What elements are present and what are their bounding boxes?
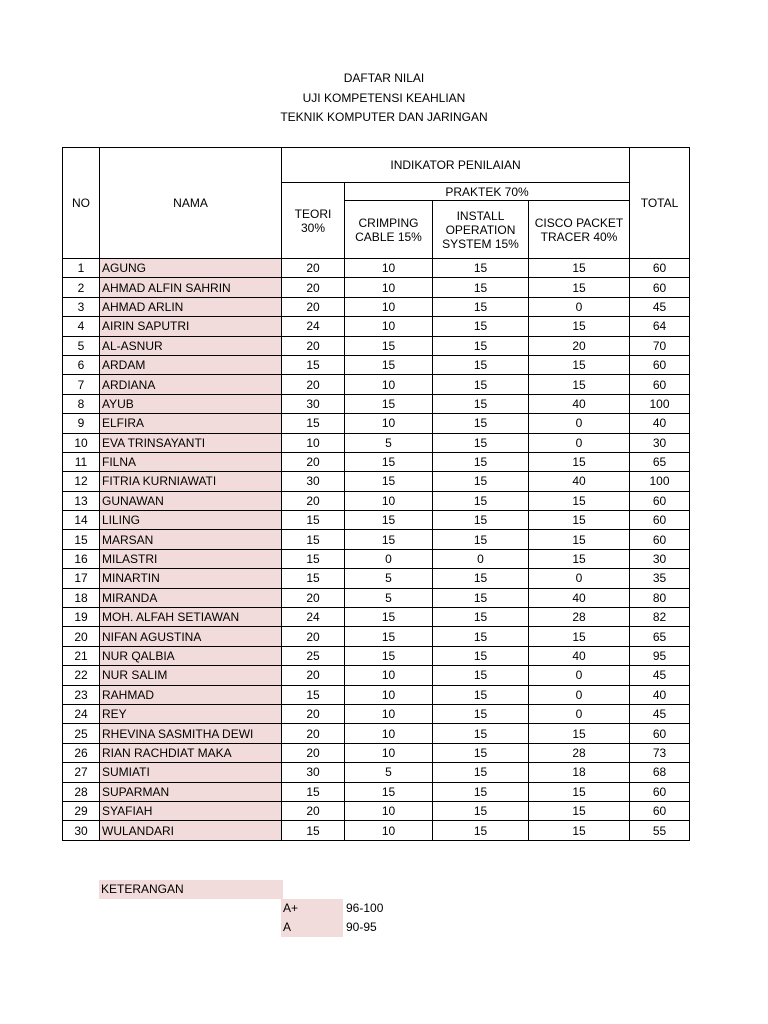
cell-cisco: 15: [529, 627, 630, 646]
cell-no: 17: [63, 569, 100, 588]
cell-cisco: 15: [529, 278, 630, 297]
table-row: [63, 375, 690, 394]
cell-crimping: 10: [345, 821, 433, 840]
table-row: [63, 763, 690, 782]
cell-install: 15: [433, 297, 529, 316]
cell-no: 20: [63, 627, 100, 646]
cell-cisco: 15: [529, 821, 630, 840]
cell-no: 6: [63, 355, 100, 374]
cell-install: 15: [433, 588, 529, 607]
cell-cisco: 0: [529, 414, 630, 433]
cell-crimping: 10: [345, 666, 433, 685]
cell-nama: NUR QALBIA: [100, 646, 282, 665]
cell-nama: GUNAWAN: [100, 491, 282, 510]
cell-nama: FITRIA KURNIAWATI: [100, 472, 282, 491]
cell-no: 5: [63, 336, 100, 355]
cell-crimping: 5: [345, 433, 433, 452]
cell-no: 10: [63, 433, 100, 452]
cell-install: 15: [433, 355, 529, 374]
cell-crimping: 15: [345, 472, 433, 491]
table-row: [63, 782, 690, 801]
table-row: [63, 666, 690, 685]
cell-total: 60: [630, 511, 690, 530]
table-row: [63, 608, 690, 627]
cell-no: 4: [63, 317, 100, 336]
cell-nama: AL-ASNUR: [100, 336, 282, 355]
cell-cisco: 20: [529, 336, 630, 355]
cell-no: 1: [63, 259, 100, 278]
table-header: [63, 148, 690, 259]
cell-crimping: 15: [345, 646, 433, 665]
cell-nama: AYUB: [100, 394, 282, 413]
cell-crimping: 10: [345, 491, 433, 510]
header-install: INSTALL OPERATION SYSTEM 15%: [433, 201, 529, 259]
cell-install: 15: [433, 336, 529, 355]
cell-teori: 20: [282, 259, 345, 278]
cell-teori: 15: [282, 782, 345, 801]
table-row: [63, 278, 690, 297]
cell-crimping: 10: [345, 801, 433, 820]
cell-nama: AHMAD ARLIN: [100, 297, 282, 316]
cell-cisco: 0: [529, 685, 630, 704]
cell-total: 64: [630, 317, 690, 336]
table-row: [63, 685, 690, 704]
cell-cisco: 15: [529, 530, 630, 549]
cell-install: 15: [433, 452, 529, 471]
cell-teori: 15: [282, 685, 345, 704]
cell-install: 15: [433, 433, 529, 452]
cell-no: 14: [63, 511, 100, 530]
cell-cisco: 0: [529, 569, 630, 588]
cell-total: 45: [630, 297, 690, 316]
cell-teori: 20: [282, 336, 345, 355]
cell-total: 60: [630, 375, 690, 394]
cell-teori: 20: [282, 491, 345, 510]
cell-crimping: 10: [345, 724, 433, 743]
table-row: [63, 355, 690, 374]
cell-no: 23: [63, 685, 100, 704]
cell-total: 55: [630, 821, 690, 840]
table-row: [63, 724, 690, 743]
legend-grade-2: A: [281, 918, 343, 937]
cell-no: 11: [63, 452, 100, 471]
title-line-1: DAFTAR NILAI: [343, 71, 425, 85]
cell-cisco: 15: [529, 511, 630, 530]
cell-crimping: 10: [345, 278, 433, 297]
cell-crimping: 5: [345, 569, 433, 588]
cell-no: 9: [63, 414, 100, 433]
cell-nama: MINARTIN: [100, 569, 282, 588]
cell-no: 22: [63, 666, 100, 685]
cell-teori: 24: [282, 317, 345, 336]
cell-crimping: 15: [345, 336, 433, 355]
table-row: [63, 821, 690, 840]
table-row: [63, 549, 690, 568]
header-cisco: CISCO PACKET TRACER 40%: [529, 201, 630, 259]
legend-grade-1: A+: [281, 899, 343, 918]
cell-total: 40: [630, 414, 690, 433]
cell-cisco: 15: [529, 375, 630, 394]
cell-cisco: 0: [529, 666, 630, 685]
cell-total: 68: [630, 763, 690, 782]
cell-nama: AGUNG: [100, 259, 282, 278]
cell-nama: SYAFIAH: [100, 801, 282, 820]
table-row: [63, 530, 690, 549]
cell-teori: 15: [282, 355, 345, 374]
cell-crimping: 15: [345, 355, 433, 374]
cell-no: 29: [63, 801, 100, 820]
cell-total: 100: [630, 394, 690, 413]
cell-nama: AIRIN SAPUTRI: [100, 317, 282, 336]
keterangan-label: KETERANGAN: [99, 880, 283, 899]
cell-nama: RIAN RACHDIAT MAKA: [100, 743, 282, 762]
cell-crimping: 15: [345, 782, 433, 801]
cell-install: 15: [433, 608, 529, 627]
cell-total: 60: [630, 801, 690, 820]
cell-teori: 30: [282, 763, 345, 782]
cell-total: 30: [630, 433, 690, 452]
cell-total: 60: [630, 355, 690, 374]
table-row: [63, 336, 690, 355]
cell-install: 15: [433, 278, 529, 297]
cell-cisco: 18: [529, 763, 630, 782]
cell-teori: 15: [282, 530, 345, 549]
cell-nama: NUR SALIM: [100, 666, 282, 685]
table-row: [63, 646, 690, 665]
table-row: [63, 472, 690, 491]
cell-teori: 15: [282, 414, 345, 433]
cell-cisco: 40: [529, 472, 630, 491]
cell-total: 95: [630, 646, 690, 665]
cell-total: 60: [630, 530, 690, 549]
cell-no: 16: [63, 549, 100, 568]
cell-total: 30: [630, 549, 690, 568]
cell-teori: 15: [282, 549, 345, 568]
cell-teori: 15: [282, 511, 345, 530]
cell-total: 73: [630, 743, 690, 762]
cell-teori: 20: [282, 666, 345, 685]
cell-crimping: 10: [345, 704, 433, 723]
cell-cisco: 0: [529, 704, 630, 723]
cell-nama: NIFAN AGUSTINA: [100, 627, 282, 646]
cell-teori: 15: [282, 821, 345, 840]
table-row: [63, 259, 690, 278]
table-row: [63, 452, 690, 471]
cell-no: 28: [63, 782, 100, 801]
cell-crimping: 15: [345, 394, 433, 413]
header-nama: NAMA: [100, 148, 282, 259]
table-row: [63, 433, 690, 452]
cell-crimping: 10: [345, 743, 433, 762]
cell-install: 15: [433, 646, 529, 665]
title-line-3: TEKNIK KOMPUTER DAN JARINGAN: [280, 110, 488, 124]
legend-range-2: 90-95: [346, 920, 377, 934]
cell-cisco: 15: [529, 491, 630, 510]
cell-teori: 20: [282, 588, 345, 607]
cell-teori: 20: [282, 375, 345, 394]
cell-cisco: 40: [529, 394, 630, 413]
cell-crimping: 15: [345, 452, 433, 471]
header-indikator: INDIKATOR PENILAIAN: [282, 148, 630, 183]
cell-no: 30: [63, 821, 100, 840]
cell-teori: 20: [282, 627, 345, 646]
cell-total: 65: [630, 452, 690, 471]
header-teori: TEORI 30%: [282, 183, 345, 259]
cell-cisco: 15: [529, 355, 630, 374]
cell-teori: 15: [282, 569, 345, 588]
cell-teori: 20: [282, 801, 345, 820]
cell-cisco: 40: [529, 646, 630, 665]
cell-crimping: 0: [345, 549, 433, 568]
cell-nama: ARDAM: [100, 355, 282, 374]
cell-total: 60: [630, 278, 690, 297]
cell-no: 19: [63, 608, 100, 627]
cell-install: 15: [433, 375, 529, 394]
cell-nama: REY: [100, 704, 282, 723]
cell-cisco: 15: [529, 782, 630, 801]
cell-crimping: 10: [345, 414, 433, 433]
table-body: [63, 259, 690, 841]
cell-teori: 25: [282, 646, 345, 665]
cell-teori: 20: [282, 297, 345, 316]
cell-cisco: 15: [529, 549, 630, 568]
cell-crimping: 15: [345, 608, 433, 627]
cell-no: 21: [63, 646, 100, 665]
cell-cisco: 15: [529, 259, 630, 278]
cell-cisco: 28: [529, 743, 630, 762]
header-crimping: CRIMPING CABLE 15%: [345, 201, 433, 259]
table-row: [63, 297, 690, 316]
cell-total: 82: [630, 608, 690, 627]
cell-nama: MIRANDA: [100, 588, 282, 607]
cell-no: 27: [63, 763, 100, 782]
cell-nama: RAHMAD: [100, 685, 282, 704]
cell-nama: MOH. ALFAH SETIAWAN: [100, 608, 282, 627]
cell-nama: ELFIRA: [100, 414, 282, 433]
cell-crimping: 10: [345, 259, 433, 278]
cell-no: 18: [63, 588, 100, 607]
cell-install: 15: [433, 782, 529, 801]
table-row: [63, 394, 690, 413]
cell-install: 15: [433, 569, 529, 588]
cell-nama: LILING: [100, 511, 282, 530]
cell-teori: 20: [282, 278, 345, 297]
cell-cisco: 15: [529, 317, 630, 336]
cell-no: 13: [63, 491, 100, 510]
table-row: [63, 491, 690, 510]
cell-nama: AHMAD ALFIN SAHRIN: [100, 278, 282, 297]
title-line-2: UJI KOMPETENSI KEAHLIAN: [302, 91, 466, 105]
cell-nama: RHEVINA SASMITHA DEWI: [100, 724, 282, 743]
header-no: NO: [63, 148, 100, 259]
cell-no: 24: [63, 704, 100, 723]
cell-total: 45: [630, 666, 690, 685]
table-row: [63, 414, 690, 433]
cell-nama: SUMIATI: [100, 763, 282, 782]
cell-install: 15: [433, 801, 529, 820]
cell-nama: MILASTRI: [100, 549, 282, 568]
cell-install: 15: [433, 666, 529, 685]
table-row: [63, 588, 690, 607]
table-row: [63, 627, 690, 646]
cell-crimping: 10: [345, 317, 433, 336]
cell-total: 65: [630, 627, 690, 646]
cell-install: 15: [433, 821, 529, 840]
cell-install: 15: [433, 763, 529, 782]
cell-no: 12: [63, 472, 100, 491]
cell-nama: FILNA: [100, 452, 282, 471]
cell-total: 100: [630, 472, 690, 491]
cell-install: 15: [433, 724, 529, 743]
cell-teori: 10: [282, 433, 345, 452]
cell-no: 26: [63, 743, 100, 762]
cell-crimping: 15: [345, 627, 433, 646]
cell-total: 60: [630, 724, 690, 743]
cell-no: 25: [63, 724, 100, 743]
header-total: TOTAL: [630, 148, 690, 259]
cell-total: 60: [630, 259, 690, 278]
cell-install: 15: [433, 704, 529, 723]
cell-crimping: 15: [345, 530, 433, 549]
cell-install: 15: [433, 414, 529, 433]
cell-no: 2: [63, 278, 100, 297]
table-row: [63, 511, 690, 530]
cell-teori: 30: [282, 472, 345, 491]
cell-crimping: 10: [345, 297, 433, 316]
cell-total: 35: [630, 569, 690, 588]
table-row: [63, 801, 690, 820]
table-row: [63, 317, 690, 336]
table-row: [63, 569, 690, 588]
cell-teori: 20: [282, 743, 345, 762]
cell-teori: 24: [282, 608, 345, 627]
cell-cisco: 15: [529, 801, 630, 820]
cell-total: 70: [630, 336, 690, 355]
cell-teori: 20: [282, 724, 345, 743]
cell-crimping: 5: [345, 763, 433, 782]
cell-total: 80: [630, 588, 690, 607]
cell-no: 15: [63, 530, 100, 549]
cell-nama: ARDIANA: [100, 375, 282, 394]
table-row: [63, 743, 690, 762]
cell-install: 15: [433, 472, 529, 491]
cell-install: 0: [433, 549, 529, 568]
cell-total: 60: [630, 782, 690, 801]
header-praktek: PRAKTEK 70%: [345, 183, 630, 201]
legend-range-1: 96-100: [346, 901, 384, 915]
cell-cisco: 15: [529, 724, 630, 743]
cell-nama: SUPARMAN: [100, 782, 282, 801]
cell-nama: WULANDARI: [100, 821, 282, 840]
cell-install: 15: [433, 627, 529, 646]
cell-teori: 20: [282, 452, 345, 471]
cell-install: 15: [433, 394, 529, 413]
cell-nama: MARSAN: [100, 530, 282, 549]
cell-nama: EVA TRINSAYANTI: [100, 433, 282, 452]
cell-no: 3: [63, 297, 100, 316]
cell-cisco: 0: [529, 433, 630, 452]
cell-total: 45: [630, 704, 690, 723]
cell-crimping: 5: [345, 588, 433, 607]
cell-crimping: 10: [345, 375, 433, 394]
cell-install: 15: [433, 530, 529, 549]
cell-no: 7: [63, 375, 100, 394]
cell-cisco: 0: [529, 297, 630, 316]
cell-cisco: 40: [529, 588, 630, 607]
table-row: [63, 704, 690, 723]
cell-teori: 20: [282, 704, 345, 723]
grades-table: [62, 147, 690, 841]
cell-install: 15: [433, 491, 529, 510]
cell-crimping: 15: [345, 511, 433, 530]
cell-cisco: 15: [529, 452, 630, 471]
cell-teori: 30: [282, 394, 345, 413]
cell-cisco: 28: [529, 608, 630, 627]
cell-no: 8: [63, 394, 100, 413]
cell-install: 15: [433, 743, 529, 762]
cell-install: 15: [433, 511, 529, 530]
cell-total: 40: [630, 685, 690, 704]
cell-install: 15: [433, 317, 529, 336]
cell-install: 15: [433, 685, 529, 704]
cell-install: 15: [433, 259, 529, 278]
cell-total: 60: [630, 491, 690, 510]
cell-crimping: 10: [345, 685, 433, 704]
